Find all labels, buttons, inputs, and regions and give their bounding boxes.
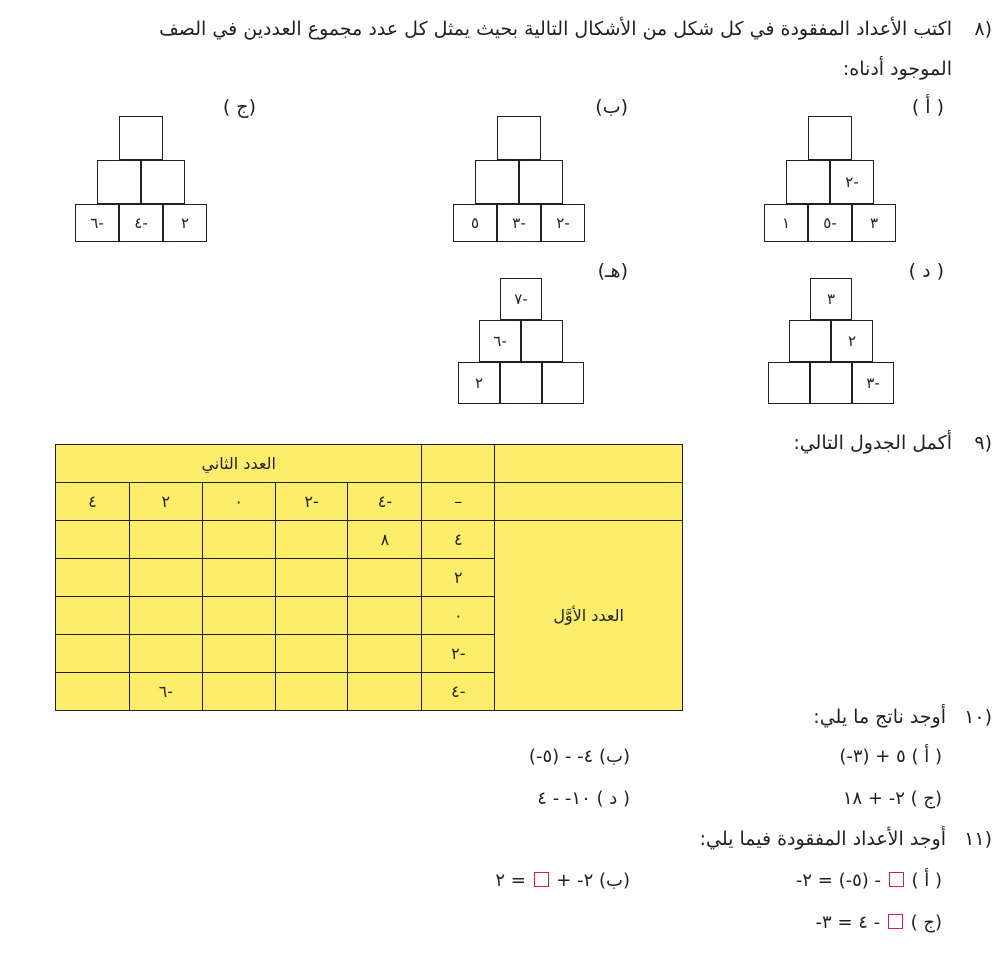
table-cell[interactable] — [348, 597, 422, 635]
table-cell[interactable] — [275, 521, 348, 559]
pyramid-c-top[interactable] — [119, 116, 163, 160]
table-cell[interactable] — [202, 559, 275, 597]
pyramid-c-bottom-right[interactable]: ٢ — [163, 204, 207, 242]
table-cell[interactable] — [202, 673, 275, 711]
pyramid-d-middle-left[interactable] — [789, 320, 831, 362]
pyramid-b-middle-left[interactable] — [475, 160, 519, 204]
row-header: ٢ — [422, 559, 495, 597]
table-cell[interactable] — [56, 673, 130, 711]
table-cell[interactable] — [275, 559, 348, 597]
answer-box[interactable] — [534, 872, 549, 887]
pyramid-e-bottom-middle[interactable] — [500, 362, 542, 404]
column-header: ٢ — [129, 483, 202, 521]
pyramid-a-middle-right[interactable]: ٢- — [830, 160, 874, 204]
q10-item-d — [537, 788, 630, 809]
pyramid-c-middle-right[interactable] — [141, 160, 185, 204]
row-header: ٤ — [422, 521, 495, 559]
column-header: ٠ — [202, 483, 275, 521]
q10-number: ١٠) — [964, 706, 992, 728]
pyramid-c-bottom-middle[interactable]: ٤- — [119, 204, 163, 242]
table-cell[interactable] — [129, 597, 202, 635]
table-cell[interactable] — [56, 521, 130, 559]
q10-item-b-label: (ب) — [599, 746, 630, 767]
q10-item-c-label: (ج ) — [910, 788, 942, 809]
q11-item-a — [796, 870, 942, 891]
q11-item-b-after: = ٢ — [495, 870, 526, 891]
table-cell[interactable] — [348, 635, 422, 673]
q10-item-b-expr: ٤- - (٥-) — [528, 746, 594, 767]
q10-item-c-expr: ٢- + ١٨ — [842, 788, 905, 809]
row-header: ٢- — [422, 635, 495, 673]
q11-number: ١١) — [964, 828, 992, 850]
table-cell[interactable] — [129, 559, 202, 597]
pyramid-e-top[interactable]: ٧- — [500, 278, 542, 320]
pyramid-b-label: (ب) — [595, 96, 628, 118]
table-cell[interactable] — [275, 635, 348, 673]
pyramid-b-bottom-left[interactable]: ٥ — [453, 204, 497, 242]
q11-item-c-label: (ج ) — [910, 912, 942, 933]
pyramid-a-bottom-left[interactable]: ١ — [764, 204, 808, 242]
q11-item-a-after: - (٥-) = ٢- — [795, 870, 882, 891]
second-number-header: العدد الثاني — [56, 445, 422, 483]
q9-number: ٩) — [974, 432, 992, 454]
q8-number: ٨) — [974, 18, 992, 40]
q10-item-c — [843, 788, 942, 809]
pyramid-a-top[interactable] — [808, 116, 852, 160]
row-header: ٤- — [422, 673, 495, 711]
q11-item-b-label: (ب) — [599, 870, 630, 891]
pyramid-e-bottom-left[interactable]: ٢ — [458, 362, 500, 404]
q10-item-d-expr: ١٠- - ٤ — [537, 788, 591, 809]
q8-text-line1: اكتب الأعداد المفقودة في كل شكل من الأشكال التالية بحيث يمثل كل عدد مجموع العددين في الصف — [159, 18, 952, 40]
pyramid-e-middle-right[interactable] — [521, 320, 563, 362]
pyramid-d-bottom-middle[interactable] — [810, 362, 852, 404]
q10-item-b — [529, 746, 630, 767]
table-cell[interactable] — [56, 559, 130, 597]
pyramid-e-middle-left[interactable]: ٦- — [479, 320, 521, 362]
answer-box[interactable] — [888, 914, 903, 929]
q11-item-c-after: - ٤ = ٣- — [815, 912, 881, 933]
table-cell[interactable] — [348, 559, 422, 597]
pyramid-c-bottom-left[interactable]: ٦- — [75, 204, 119, 242]
pyramid-d-bottom-right[interactable]: ٣- — [852, 362, 894, 404]
table-cell[interactable] — [56, 635, 130, 673]
corner-blank — [422, 445, 495, 483]
table-cell[interactable] — [275, 673, 348, 711]
pyramid-e-bottom-right[interactable] — [542, 362, 584, 404]
q10-item-a-label: ( أ ) — [911, 746, 942, 767]
pyramid-d-label: ( د ) — [908, 260, 944, 282]
column-header: ٤- — [348, 483, 422, 521]
pyramid-a-middle-left[interactable] — [786, 160, 830, 204]
pyramid-b-bottom-right[interactable]: ٢- — [541, 204, 585, 242]
operator-cell: – — [422, 483, 495, 521]
table-cell[interactable] — [202, 635, 275, 673]
table-cell[interactable] — [129, 635, 202, 673]
column-header: ٤ — [56, 483, 130, 521]
table-cell[interactable] — [275, 597, 348, 635]
pyramid-e-label: (هـ) — [597, 260, 628, 282]
pyramid-b-bottom-middle[interactable]: ٣- — [497, 204, 541, 242]
q9-text: أكمل الجدول التالي: — [793, 432, 952, 454]
q10-item-a — [839, 746, 942, 767]
pyramid-d-middle-right[interactable]: ٢ — [831, 320, 873, 362]
q11-text: أوجد الأعداد المفقودة فيما يلي: — [699, 828, 946, 850]
pyramid-a-bottom-right[interactable]: ٣ — [852, 204, 896, 242]
subtraction-table — [55, 444, 683, 711]
corner-blank — [495, 445, 683, 483]
pyramid-b-middle-right[interactable] — [519, 160, 563, 204]
q11-item-a-label: ( أ ) — [911, 870, 942, 891]
pyramid-d-top[interactable]: ٣ — [810, 278, 852, 320]
table-cell[interactable] — [348, 673, 422, 711]
q8-text-line2: الموجود أدناه: — [842, 58, 952, 80]
pyramid-c-middle-left[interactable] — [97, 160, 141, 204]
pyramid-d-bottom-left[interactable] — [768, 362, 810, 404]
table-cell[interactable] — [202, 521, 275, 559]
q11-item-b-before: ٢- + — [556, 870, 594, 891]
pyramid-a-label: ( أ ) — [911, 96, 944, 118]
column-header: ٢- — [275, 483, 348, 521]
table-cell[interactable] — [129, 521, 202, 559]
row-header: ٠ — [422, 597, 495, 635]
q10-item-a-expr: ٥ + (٣-) — [839, 746, 906, 767]
q10-item-d-label: ( د ) — [596, 788, 630, 809]
corner-blank — [495, 483, 683, 521]
q11-item-c — [816, 912, 942, 933]
q11-item-b — [495, 870, 630, 891]
pyramid-b-top[interactable] — [497, 116, 541, 160]
first-number-header: العدد الأوَّل — [495, 521, 683, 711]
table-cell[interactable] — [202, 597, 275, 635]
table-cell[interactable]: ٨ — [348, 521, 422, 559]
q10-text: أوجد ناتج ما يلي: — [813, 706, 946, 728]
pyramid-a-bottom-middle[interactable]: ٥- — [808, 204, 852, 242]
pyramid-c-label: (ج ) — [222, 96, 256, 118]
answer-box[interactable] — [889, 872, 904, 887]
table-cell[interactable]: ٦- — [129, 673, 202, 711]
table-cell[interactable] — [56, 597, 130, 635]
